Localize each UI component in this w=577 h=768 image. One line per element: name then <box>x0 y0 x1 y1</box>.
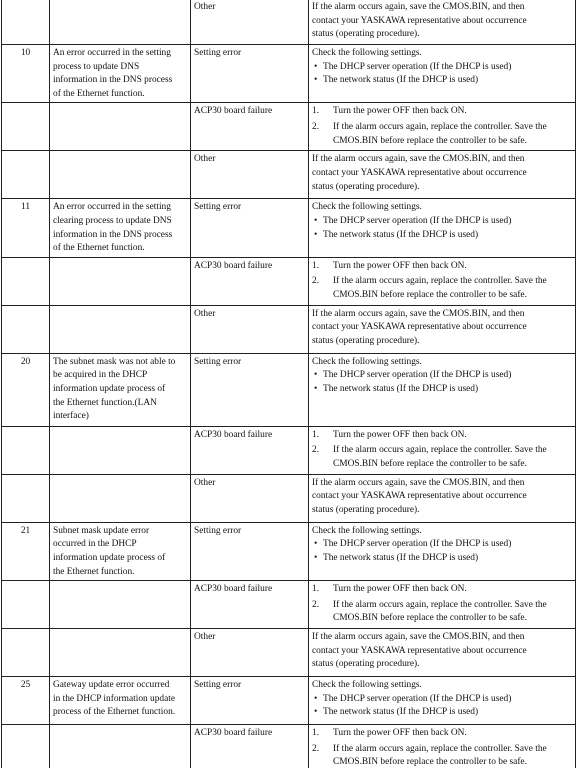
alarm-code-cell <box>2 581 50 629</box>
alarm-description-line: The subnet mask was not able to <box>53 356 176 367</box>
bullet-icon: • <box>314 383 318 394</box>
remedy-step-line: Turn the power OFF then back ON. <box>333 260 467 271</box>
remedy-step-number: 1. <box>312 260 320 271</box>
cause-cell <box>191 353 309 426</box>
alarm-description-cell <box>50 629 191 677</box>
remedy-line: status (operating procedure). <box>312 181 420 192</box>
alarm-description-cell <box>50 426 191 474</box>
cause-cell <box>191 629 309 677</box>
bullet-icon: • <box>314 75 318 86</box>
alarm-description-cell <box>50 581 191 629</box>
remedy-step-line: CMOS.BIN before replace the controller to be safe. <box>333 757 527 768</box>
remedy-bullet-text: The DHCP server operation (If the DHCP is used) <box>323 370 512 381</box>
remedy-step-line: If the alarm occurs again, replace the controller. Save the <box>333 599 547 610</box>
remedy-step <box>312 105 572 119</box>
remedy-intro: Check the following settings. <box>312 356 422 367</box>
remedy-cell <box>309 257 576 305</box>
remedy-step-line: Turn the power OFF then back ON. <box>333 429 467 440</box>
remedy-bullet-text: The network status (If the DHCP is used) <box>323 383 479 394</box>
remedy-cell <box>309 305 576 353</box>
remedy-step-text <box>333 121 572 148</box>
alarm-description-line: An error occurred in the setting <box>53 202 171 213</box>
alarm-code-cell <box>2 45 50 103</box>
remedy-step-text <box>333 429 572 443</box>
alarm-code-cell <box>2 522 50 580</box>
alarm-description-cell <box>50 353 191 426</box>
cause-text: ACP30 board failure <box>194 106 273 117</box>
cause-text: Setting error <box>194 202 242 213</box>
cause-cell <box>191 725 309 768</box>
alarm-description-line: process to update DNS <box>53 61 140 72</box>
cause-cell <box>191 522 309 580</box>
alarm-code: 21 <box>20 525 31 536</box>
alarm-table <box>1 0 576 768</box>
table-row <box>2 725 576 768</box>
cause-cell <box>191 0 309 45</box>
cause-text: ACP30 board failure <box>194 260 273 271</box>
remedy-step-number: 1. <box>312 429 320 440</box>
remedy-step-line: CMOS.BIN before replace the controller to be safe. <box>333 458 527 469</box>
bullet-icon: • <box>314 707 318 718</box>
remedy-step-text <box>333 444 572 471</box>
alarm-code-cell <box>2 629 50 677</box>
remedy-cell <box>309 522 576 580</box>
remedy-line: If the alarm occurs again, save the CMOS.BIN, and then <box>312 154 525 165</box>
remedy-line: contact your YASKAWA representative about occurrence <box>312 322 527 333</box>
remedy-cell <box>309 474 576 522</box>
alarm-description-line: clearing process to update DNS <box>53 215 172 226</box>
remedy-step-number: 1. <box>312 106 320 117</box>
alarm-code-cell <box>2 353 50 426</box>
alarm-description-cell <box>50 522 191 580</box>
remedy-step-line: If the alarm occurs again, replace the controller. Save the <box>333 445 547 456</box>
alarm-code-cell <box>2 426 50 474</box>
cause-cell <box>191 257 309 305</box>
remedy-cell <box>309 677 576 725</box>
remedy-step-number: 2. <box>312 599 320 610</box>
alarm-description-cell <box>50 199 191 257</box>
remedy-bullet-text: The network status (If the DHCP is used) <box>323 229 479 240</box>
cause-text: ACP30 board failure <box>194 429 273 440</box>
remedy-intro: Check the following settings. <box>312 202 422 213</box>
remedy-bullet-text: The DHCP server operation (If the DHCP is used) <box>323 61 512 72</box>
remedy-step-text <box>333 105 572 119</box>
remedy-step <box>312 727 572 741</box>
alarm-description-line: Subnet mask update error <box>53 525 150 536</box>
cause-cell <box>191 426 309 474</box>
alarm-description-cell <box>50 151 191 199</box>
remedy-line: status (operating procedure). <box>312 335 420 346</box>
alarm-description-line: of the Ethernet function. <box>53 243 145 254</box>
remedy-bullet-item <box>312 538 572 552</box>
table-row <box>2 353 576 426</box>
remedy-cell <box>309 629 576 677</box>
remedy-line: contact your YASKAWA representative about occurrence <box>312 491 527 502</box>
table-row <box>2 305 576 353</box>
remedy-step <box>312 260 572 274</box>
remedy-step-line: CMOS.BIN before replace the controller to be safe. <box>333 135 527 146</box>
alarm-description-line: be acquired in the DHCP <box>53 370 148 381</box>
remedy-cell <box>309 151 576 199</box>
table-row <box>2 0 576 45</box>
alarm-description-cell <box>50 725 191 768</box>
table-row <box>2 151 576 199</box>
remedy-step-line: CMOS.BIN before replace the controller to be safe. <box>333 289 527 300</box>
alarm-description-cell <box>50 0 191 45</box>
alarm-description-cell <box>50 257 191 305</box>
remedy-step-number: 2. <box>312 276 320 287</box>
remedy-line: status (operating procedure). <box>312 29 420 40</box>
cause-text: Other <box>194 477 216 488</box>
remedy-step-text <box>333 583 572 597</box>
remedy-bullet-text: The DHCP server operation (If the DHCP is used) <box>323 693 512 704</box>
alarm-description-cell <box>50 103 191 151</box>
cause-cell <box>191 581 309 629</box>
remedy-step-line: Turn the power OFF then back ON. <box>333 584 467 595</box>
alarm-description-line: information update process of <box>53 383 166 394</box>
bullet-icon: • <box>314 552 318 563</box>
remedy-step <box>312 599 572 626</box>
alarm-description-cell <box>50 677 191 725</box>
cause-text: Other <box>194 154 216 165</box>
remedy-line: contact your YASKAWA representative about occurrence <box>312 167 527 178</box>
remedy-line: contact your YASKAWA representative about occurrence <box>312 645 527 656</box>
cause-text: Other <box>194 632 216 643</box>
table-row <box>2 522 576 580</box>
remedy-step-text <box>333 599 572 626</box>
cause-text: Setting error <box>194 680 242 691</box>
cause-text: Setting error <box>194 356 242 367</box>
alarm-description-line: the Ethernet function.(LAN <box>53 397 157 408</box>
alarm-description-line: information update process of <box>53 552 166 563</box>
remedy-step-number: 2. <box>312 445 320 456</box>
remedy-step <box>312 444 572 471</box>
remedy-step-line: If the alarm occurs again, replace the controller. Save the <box>333 121 547 132</box>
alarm-description-line: the Ethernet function. <box>53 566 135 577</box>
alarm-table-body <box>2 0 576 768</box>
alarm-description-line: information in the DNS process <box>53 75 173 86</box>
remedy-line: contact your YASKAWA representative about occurrence <box>312 15 527 26</box>
alarm-code: 20 <box>20 356 31 367</box>
remedy-bullet-text: The DHCP server operation (If the DHCP is used) <box>323 215 512 226</box>
alarm-code: 11 <box>20 202 31 213</box>
remedy-step <box>312 121 572 148</box>
alarm-description-line: of the Ethernet function. <box>53 88 145 99</box>
alarm-description-line: information in the DNS process <box>53 229 173 240</box>
remedy-cell <box>309 0 576 45</box>
remedy-cell <box>309 725 576 768</box>
remedy-bullet-item <box>312 552 572 566</box>
remedy-step <box>312 429 572 443</box>
cause-text: ACP30 board failure <box>194 584 273 595</box>
alarm-code-cell <box>2 677 50 725</box>
alarm-code-cell <box>2 0 50 45</box>
cause-cell <box>191 199 309 257</box>
remedy-cell <box>309 45 576 103</box>
remedy-cell <box>309 426 576 474</box>
alarm-description-line: An error occurred in the setting <box>53 48 171 58</box>
remedy-step <box>312 583 572 597</box>
remedy-line: status (operating procedure). <box>312 659 420 670</box>
remedy-line: If the alarm occurs again, save the CMOS.BIN, and then <box>312 308 525 319</box>
alarm-code: 25 <box>20 680 31 691</box>
cause-cell <box>191 103 309 151</box>
remedy-cell <box>309 199 576 257</box>
remedy-bullet-item <box>312 383 572 397</box>
alarm-description-line: interface) <box>53 411 89 422</box>
bullet-icon: • <box>314 215 318 226</box>
remedy-step <box>312 743 572 768</box>
alarm-code-cell <box>2 103 50 151</box>
remedy-intro: Check the following settings. <box>312 48 422 58</box>
table-row <box>2 581 576 629</box>
alarm-description-line: occurred in the DHCP <box>53 539 137 550</box>
table-row <box>2 45 576 103</box>
cause-text: Other <box>194 2 216 12</box>
remedy-line: If the alarm occurs again, save the CMOS.BIN, and then <box>312 632 525 643</box>
remedy-step-text <box>333 275 572 302</box>
cause-text: Setting error <box>194 48 242 58</box>
bullet-icon: • <box>314 61 318 72</box>
table-row <box>2 199 576 257</box>
alarm-description-line: in the DHCP information update <box>53 693 176 704</box>
alarm-code-cell <box>2 725 50 768</box>
remedy-cell <box>309 103 576 151</box>
table-row <box>2 257 576 305</box>
cause-text: Setting error <box>194 525 242 536</box>
alarm-code-cell <box>2 257 50 305</box>
bullet-icon: • <box>314 229 318 240</box>
table-row <box>2 629 576 677</box>
cause-cell <box>191 305 309 353</box>
remedy-bullet-item <box>312 369 572 383</box>
remedy-intro: Check the following settings. <box>312 525 422 536</box>
remedy-bullet-text: The network status (If the DHCP is used) <box>323 707 479 718</box>
alarm-description-cell <box>50 45 191 103</box>
alarm-code-cell <box>2 305 50 353</box>
cause-cell <box>191 45 309 103</box>
table-row <box>2 474 576 522</box>
alarm-description-line: Gateway update error occurred <box>53 680 170 691</box>
alarm-code-cell <box>2 151 50 199</box>
alarm-description-line: process of the Ethernet function. <box>53 707 176 718</box>
remedy-bullet-text: The DHCP server operation (If the DHCP is used) <box>323 539 512 550</box>
remedy-bullet-item <box>312 706 572 720</box>
remedy-line: status (operating procedure). <box>312 504 420 515</box>
remedy-step-number: 2. <box>312 743 320 754</box>
table-row <box>2 677 576 725</box>
alarm-description-cell <box>50 474 191 522</box>
remedy-bullet-item <box>312 74 572 88</box>
alarm-description-cell <box>50 305 191 353</box>
bullet-icon: • <box>314 539 318 550</box>
remedy-step-text <box>333 743 572 768</box>
cause-text: Other <box>194 308 216 319</box>
remedy-bullet-item <box>312 215 572 229</box>
table-row <box>2 103 576 151</box>
cause-cell <box>191 474 309 522</box>
remedy-step-text <box>333 260 572 274</box>
bullet-icon: • <box>314 693 318 704</box>
remedy-bullet-item <box>312 61 572 75</box>
bullet-icon: • <box>314 370 318 381</box>
remedy-bullet-text: The network status (If the DHCP is used) <box>323 75 479 86</box>
alarm-code: 10 <box>20 48 31 58</box>
remedy-step-text <box>333 727 572 741</box>
remedy-step-line: Turn the power OFF then back ON. <box>333 728 467 739</box>
remedy-step-line: If the alarm occurs again, replace the controller. Save the <box>333 743 547 754</box>
remedy-step-number: 1. <box>312 584 320 595</box>
remedy-bullet-text: The network status (If the DHCP is used) <box>323 552 479 563</box>
remedy-cell <box>309 581 576 629</box>
alarm-code-cell <box>2 474 50 522</box>
cause-cell <box>191 151 309 199</box>
remedy-step-number: 2. <box>312 121 320 132</box>
remedy-bullet-item <box>312 693 572 707</box>
table-row <box>2 426 576 474</box>
cause-cell <box>191 677 309 725</box>
remedy-step-line: If the alarm occurs again, replace the controller. Save the <box>333 276 547 287</box>
remedy-cell <box>309 353 576 426</box>
remedy-bullet-item <box>312 229 572 243</box>
remedy-step-line: Turn the power OFF then back ON. <box>333 106 467 117</box>
remedy-line: If the alarm occurs again, save the CMOS.BIN, and then <box>312 2 525 12</box>
remedy-intro: Check the following settings. <box>312 680 422 691</box>
cause-text: ACP30 board failure <box>194 728 273 739</box>
remedy-step-line: CMOS.BIN before replace the controller to be safe. <box>333 613 527 624</box>
remedy-step <box>312 275 572 302</box>
remedy-step-number: 1. <box>312 728 320 739</box>
alarm-code-cell <box>2 199 50 257</box>
remedy-line: If the alarm occurs again, save the CMOS.BIN, and then <box>312 477 525 488</box>
